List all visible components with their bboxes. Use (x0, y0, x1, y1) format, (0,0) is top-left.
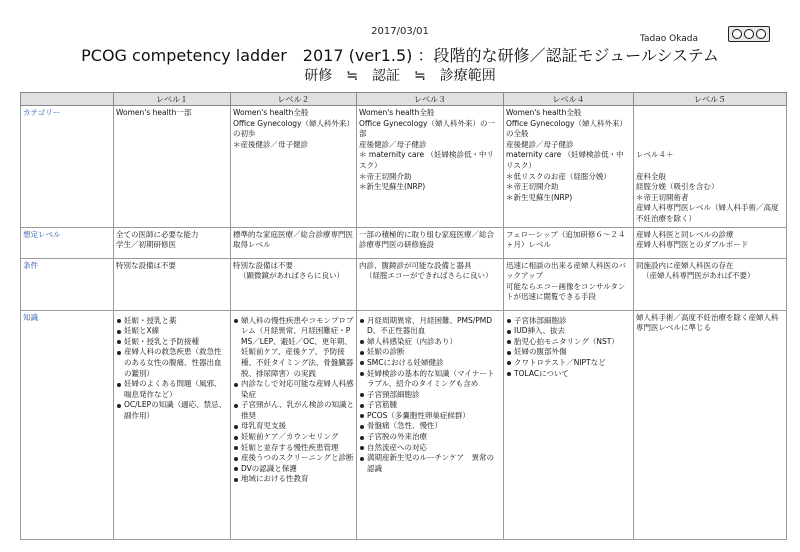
cell-line: 経腟分娩（吸引を含む） (636, 182, 719, 192)
bullet-list (506, 313, 631, 380)
cell-line: （顕微鏡があればさらに良い） (239, 271, 344, 281)
cell-line: ＊新生児蘇生(NRP) (359, 182, 426, 192)
header-level-5: レベル５ (634, 93, 787, 106)
cell-line: 標準的な家庭医療／総合診療専門医取得レベル (233, 229, 353, 250)
conditions-cell-level-4 (504, 258, 634, 310)
bullet-item: IUD挿入、抜去 (506, 326, 631, 337)
row-label-knowledge: 知識 (21, 310, 114, 539)
row-label-category: カテゴリー (21, 106, 114, 228)
cell-line: ＊ maternity care （妊婦検診低・中リスク） (359, 150, 495, 170)
bullet-item: 月経周期異常、月経困難、PMS/PMDD、不正性器出血 (359, 316, 501, 337)
cell-line: ＊低リスクのお産（経腟分娩） (506, 171, 611, 181)
bullet-item: 婦人科の慢性疾患やコモンプロブレム（月経異常、月経困難症・PMS／LEP、避妊／OC、更年期、妊娠前ケア、産後ケア、予防接種、不妊タイミング法、骨盤臓器脱、排尿障害）の実践 (233, 316, 354, 380)
cell-line: 産婦人科医と同レベルの診療 (636, 229, 734, 239)
bullet-item: 妊婦の腹部外傷 (506, 347, 631, 358)
cell-line (636, 108, 784, 119)
header-level-3: レベル３ (357, 93, 504, 106)
header-level-1: レベル１ (114, 93, 231, 106)
row-label-level: 想定レベル (21, 227, 114, 258)
creative-commons-badge-icon (728, 26, 770, 42)
bullet-item: 妊娠前ケア／カウンセリング (233, 432, 354, 443)
bullet-item: クワトロテスト／NIPTなど (506, 358, 631, 369)
conditions-cell-level-2 (231, 258, 357, 310)
bullet-item: 内診なしで対応可能な産婦人科感染症 (233, 379, 354, 400)
cell-line: Office Gynecology（婦人科外来）の一部 (359, 118, 495, 139)
level-cell-level-4 (504, 227, 634, 258)
cell-line: maternity care （妊婦検診低・中リスク） (506, 150, 624, 170)
header-empty (21, 93, 114, 106)
level-cell-level-2 (231, 227, 357, 258)
knowledge-cell-level-5 (634, 310, 787, 539)
category-cell-level-4 (504, 106, 634, 228)
page-subtitle: 研修 ≒ 認証 ≒ 診療範囲 (304, 68, 496, 84)
bullet-item: 胎児心拍モニタリング（NST） (506, 337, 631, 348)
bullet-item: SMCにおける妊婦健診 (359, 358, 501, 369)
bullet-list (116, 313, 228, 422)
cell-line: 産後健診／母子健診 (506, 139, 574, 149)
conditions-cell-level-3 (357, 258, 504, 310)
bullet-item: 妊婦のよくある問題（風邪、喘息発作など） (116, 379, 228, 400)
cell-line: （経腟エコーができればさらに良い） (365, 271, 493, 281)
table-row (21, 106, 787, 228)
cell-line: （産婦人科専門医があれば不要） (642, 271, 755, 281)
cell-line: 特別な設備は不要 (233, 260, 293, 270)
category-cell-level-3 (357, 106, 504, 228)
bullet-item: DVの認識と保護 (233, 464, 354, 475)
knowledge-cell-level-4 (504, 310, 634, 539)
cell-line (636, 140, 784, 151)
conditions-cell-level-5 (634, 258, 787, 310)
page-title: PCOG competency ladder 2017 (ver1.5) ：段階的な研修／認証モジュールシステム (81, 46, 719, 65)
row-label-conditions: 条件 (21, 258, 114, 310)
table-row (21, 258, 787, 310)
cell-line: Women's health全般 (233, 108, 309, 117)
bullet-item: 妊娠・授乳と予防接種 (116, 337, 228, 348)
level-cell-level-3 (357, 227, 504, 258)
knowledge-cell-level-2 (231, 310, 357, 539)
cell-line: 産婦人科専門医レベル（婦人科手術／高度不妊治療を除く） (636, 203, 779, 223)
cell-line: 可能ならエコー画像をコンサルタントが迅速に閲覧できる手段 (506, 281, 626, 302)
bullet-item: 子宮筋腫 (359, 400, 501, 411)
cell-line (636, 129, 784, 140)
cell-line: ＊産後健診／母子健診 (233, 139, 308, 149)
level-cell-level-5 (634, 227, 787, 258)
cell-line: ＊帝王切開介助 (359, 171, 412, 181)
table-header-row (21, 93, 787, 106)
header-level-4: レベル４ (504, 93, 634, 106)
bullet-item: 子宮頸部細胞診 (359, 390, 501, 401)
category-cell-level-2 (231, 106, 357, 228)
knowledge-cell-level-1 (114, 310, 231, 539)
bullet-item: 子宮脱の外来治療 (359, 432, 501, 443)
cell-line: 学生／初期研修医 (116, 240, 176, 250)
cell-line: ＊新生児蘇生(NRP) (506, 192, 573, 202)
bullet-item: 妊娠とX線 (116, 326, 228, 337)
cell-line: 産科全般 (636, 171, 666, 181)
level-cell-level-1 (114, 227, 231, 258)
cell-line: 特別な設備は不要 (116, 260, 176, 270)
category-cell-level-5 (634, 106, 787, 228)
bullet-list (359, 313, 501, 475)
bullet-item: 母乳育児支援 (233, 421, 354, 432)
competency-table (20, 92, 787, 540)
bullet-item: 婦人科感染症（内診あり） (359, 337, 501, 348)
by-icon (744, 29, 754, 39)
bullet-item: PCOS（多嚢胞性卵巣症候群） (359, 411, 501, 422)
bullet-item: 地域における性教育 (233, 474, 354, 485)
cell-line: 婦人科手術／高度不妊治療を除く産婦人科専門医レベルに準じる (636, 312, 779, 333)
bullet-item: 産後うつのスクリーニングと診断 (233, 453, 354, 464)
conditions-cell-level-1 (114, 258, 231, 310)
cell-line: レベル４＋ (636, 150, 674, 160)
cell-line: ＊帝王切開介助 (506, 182, 559, 192)
bullet-item: OC/LEPの知識（適応、禁忌、副作用） (116, 400, 228, 421)
cell-line: 内診、腹鏡診が可能な設備と器具 (359, 260, 472, 270)
bullet-item: 妊娠・授乳と薬 (116, 316, 228, 327)
table-row (21, 310, 787, 539)
cell-line: Women's health全般 (359, 108, 435, 117)
cell-line: ＊帝王切開術者 (636, 192, 689, 202)
bullet-item: 妊婦検診の基本的な知識（マイナートラブル、紹介のタイミングも含め (359, 369, 501, 390)
document-date: 2017/03/01 (371, 26, 429, 37)
category-cell-level-1 (114, 106, 231, 228)
cell-line: 同施設内に産婦人科医の存在 (636, 260, 734, 270)
cell-line: 一部の積極的に取り組む家庭医療／総合診療専門医の研修施設 (359, 229, 494, 250)
bullet-item: 産婦人科の救急疾患（救急性のある女性の腹痛、性器出血の鑑別） (116, 347, 228, 379)
author-name: Tadao Okada (640, 34, 698, 44)
cell-line: Women's health一部 (116, 108, 192, 117)
bullet-item: 自然流産への対応 (359, 443, 501, 454)
bullet-item: 妊娠の診断 (359, 347, 501, 358)
knowledge-cell-level-3 (357, 310, 504, 539)
header-level-2: レベル２ (231, 93, 357, 106)
cell-line (636, 161, 784, 172)
bullet-item: TOLACについて (506, 369, 631, 380)
bullet-list (233, 313, 354, 486)
bullet-item: 骨盤痛（急性、慢性） (359, 421, 501, 432)
bullet-item: 子宮頸がん、乳がん検診の知識と推奨 (233, 400, 354, 421)
cell-line (636, 119, 784, 130)
cell-line: Office Gynecology（婦人科外来）の初歩 (233, 118, 354, 139)
cell-line: フェローシップ（追加研修６～２４ヶ月）レベル (506, 229, 626, 250)
bullet-item: 満期産新生児のルーチンケア 異常の認識 (359, 453, 501, 474)
cell-line: 迅速に相談の出来る産婦人科医のバックアップ (506, 260, 626, 281)
table-row (21, 227, 787, 258)
cell-line: 全ての医師に必要な能力 (116, 229, 199, 239)
bullet-item: 子宮体部細胞診 (506, 316, 631, 327)
cell-line: 産後健診／母子健診 (359, 139, 427, 149)
cell-line: Women's health全般 (506, 108, 582, 117)
cell-line: Office Gynecology（婦人科外来）の全般 (506, 118, 627, 139)
cc-icon (732, 29, 742, 39)
bullet-item: 妊娠と並存する慢性疾患管理 (233, 443, 354, 454)
cell-line: 産婦人科専門医とのダブルボード (636, 240, 749, 250)
nc-icon (756, 29, 766, 39)
